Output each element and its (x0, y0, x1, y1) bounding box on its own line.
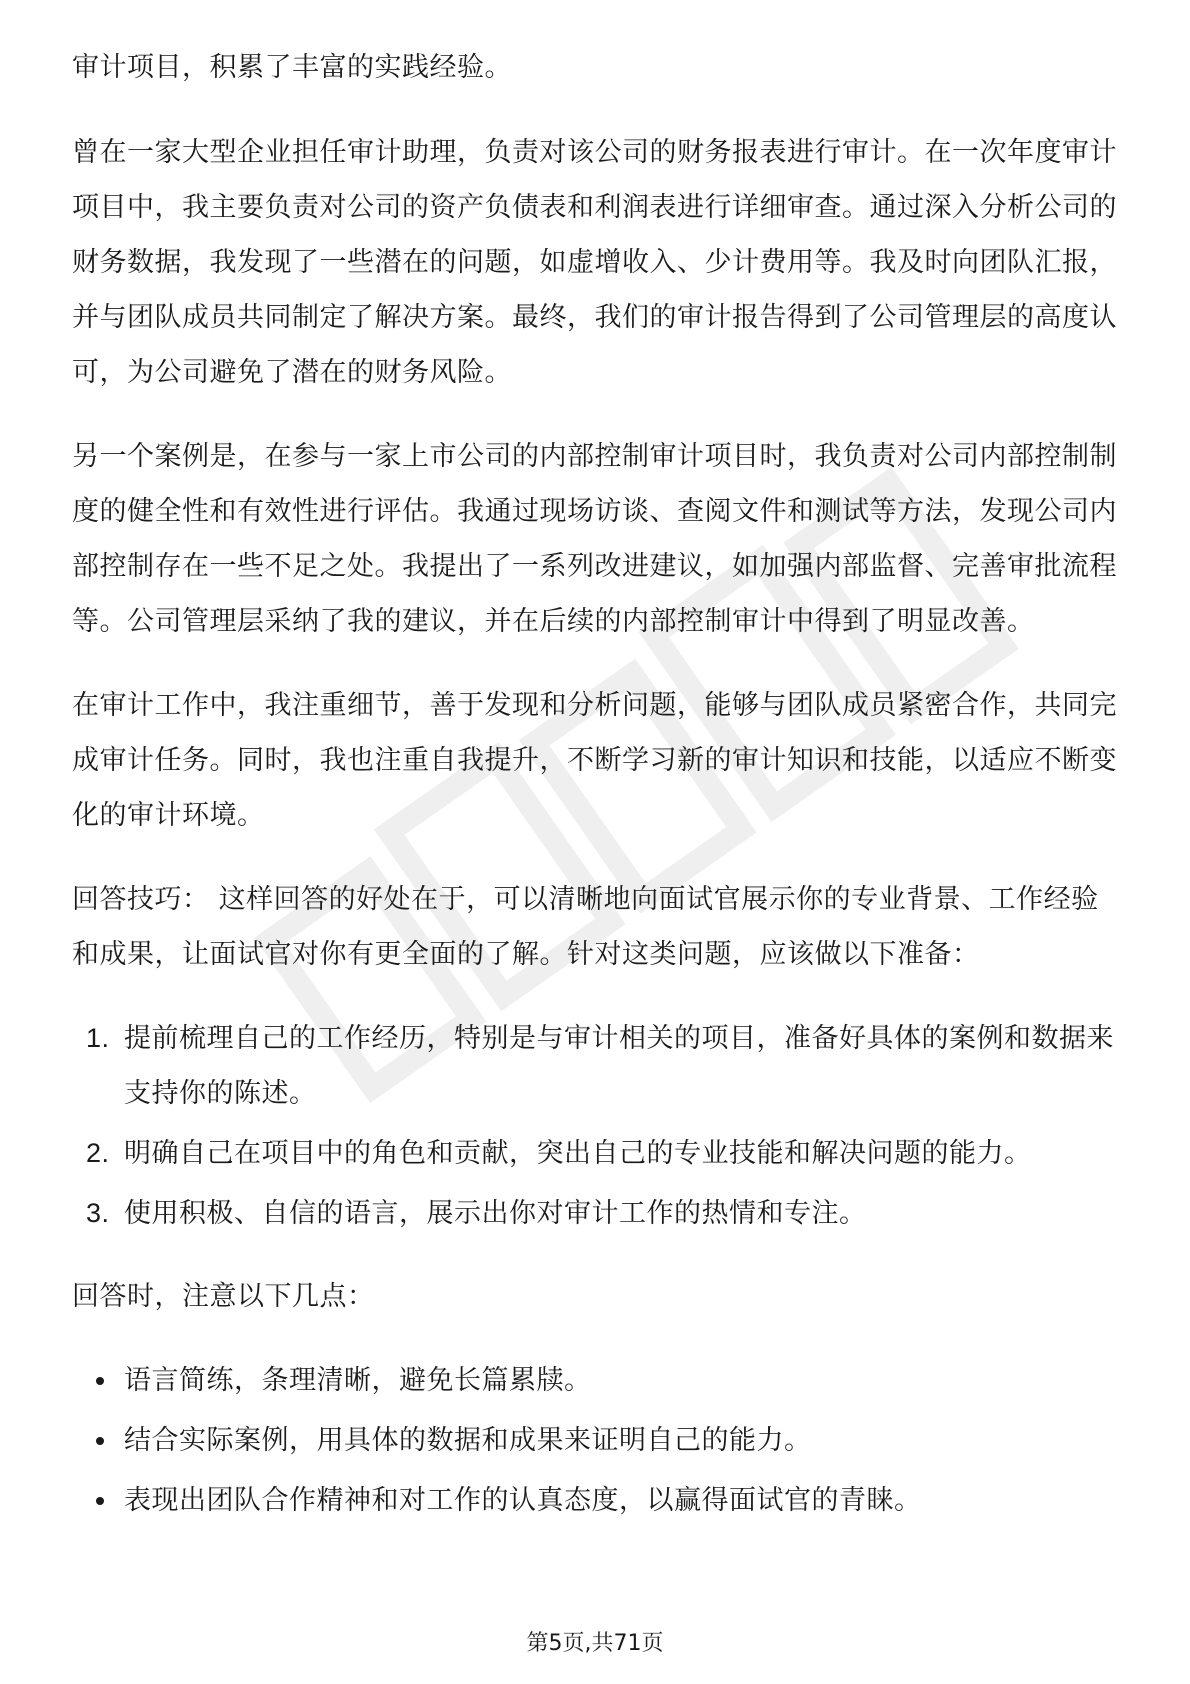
preparation-list (72, 1011, 1122, 1241)
bullet-icon (96, 1437, 104, 1445)
list-item-text: 提前梳理自己的工作经历，特别是与审计相关的项目，准备好具体的案例和数据来支持你的陈述。 (124, 1023, 1114, 1109)
list-item (72, 1353, 1122, 1408)
list-item-text: 使用积极、自信的语言，展示出你对审计工作的热情和专注。 (124, 1198, 867, 1229)
list-item-text: 语言简练，条理清晰，避免长篇累牍。 (124, 1365, 592, 1396)
bullet-icon (96, 1497, 104, 1505)
list-item-text: 结合实际案例，用具体的数据和成果来证明自己的能力。 (124, 1425, 812, 1456)
list-item (72, 1413, 1122, 1468)
list-number: 2. (86, 1138, 110, 1168)
paragraph-case-one: 曾在一家大型企业担任审计助理，负责对该公司的财务报表进行审计。在一次年度审计项目中，我主要负责对公司的资产负债表和利润表进行详细审查。通过深入分析公司的财务数据，我发现了一些潜在的问题，如虚增收入、少计费用等。我及时向团队汇报，并与团队成员共同制定了解决方案。最终，我们的审计报告得到了公司管理层的高度认可，为公司避免了潜在的财务风险。 (72, 137, 1117, 388)
list-item (72, 1186, 1122, 1241)
paragraph-intro-tail: 审计项目，积累了丰富的实践经验。 (72, 52, 512, 83)
paragraph-notes-heading: 回答时，注意以下几点： (72, 1281, 375, 1312)
paragraph-case-two: 另一个案例是，在参与一家上市公司的内部控制审计项目时，我负责对公司内部控制制度的健全性和有效性进行评估。我通过现场访谈、查阅文件和测试等方法，发现公司内部控制存在一些不足之处。我提出了一系列改进建议，如加强内部监督、完善审批流程等。公司管理层采纳了我的建议，并在后续的内部控制审计中得到了明显改善。 (72, 441, 1117, 637)
document-body (72, 40, 1122, 1533)
list-item-text: 表现出团队合作精神和对工作的认真态度，以赢得面试官的青睐。 (124, 1485, 922, 1516)
list-item (72, 1011, 1122, 1121)
paragraph-answer-tips: 回答技巧： 这样回答的好处在于，可以清晰地向面试官展示你的专业背景、工作经验和成果，让面试官对你有更全面的了解。针对这类问题，应该做以下准备： (72, 884, 1099, 970)
list-item-text: 明确自己在项目中的角色和贡献，突出自己的专业技能和解决问题的能力。 (124, 1138, 1032, 1169)
list-number: 1. (86, 1023, 110, 1053)
page-number-footer: 第5页,共71页 (526, 1631, 664, 1656)
list-item (72, 1473, 1122, 1528)
list-number: 3. (86, 1198, 110, 1228)
list-item (72, 1126, 1122, 1181)
bullet-icon (96, 1377, 104, 1385)
paragraph-work-style: 在审计工作中，我注重细节，善于发现和分析问题，能够与团队成员紧密合作，共同完成审计任务。同时，我也注重自我提升，不断学习新的审计知识和技能，以适应不断变化的审计环境。 (72, 690, 1117, 831)
notes-list (72, 1353, 1122, 1528)
